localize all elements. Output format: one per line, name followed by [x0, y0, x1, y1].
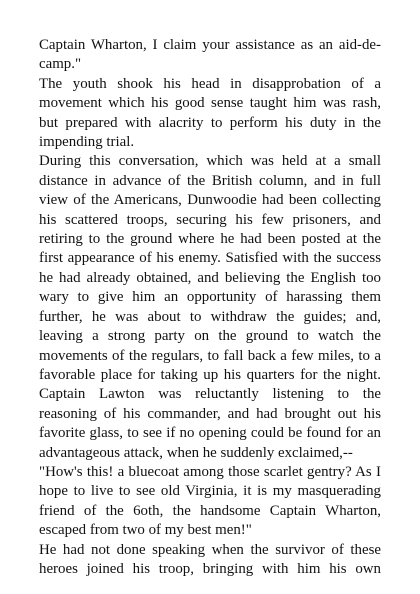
paragraph-aid-de-camp: Captain Wharton, I claim your assistance as an aid-de-camp." — [39, 37, 381, 73]
paragraph-dunwoodie-collecting: During this conversation, which was held at a small distance in advance of the British column, and in full view of the Americans, Dunwoodie had been collecting his scattered troops, securing his few prisoners, and retiring to the ground where he had been posted at the first appearance of his enemy. Satisfied with the success he had already obtained, and believing the English too wary to give him an opportunity of harassing them further, he was about to withdraw the guides; and, leaving a strong party on the ground to watch the movements of the regulars, to fall back a few miles, to a favorable place for taking up his quarters for the night. Captain Lawton was reluctantly listening to the reasoning of his commander, and had brought out his favorite glass, to see if no opening could be found for an advantageous attack, when he suddenly exclaimed,-- — [39, 153, 381, 461]
paragraph-lawton-exclaim: "How's this! a bluecoat among those scarlet gentry? As I hope to live to see old Virginia, it is my masquerading friend of the 6oth, the handsome Captain Wharton, escaped from two of my best men!" — [39, 463, 381, 539]
paragraph-survivor-joined: He had not done speaking when the survivor of these heroes joined his troop, bringing with him his own — [39, 541, 381, 577]
book-page — [39, 36, 381, 579]
paragraph-youth-shook-head: The youth shook his head in disapprobation of a movement which his good sense taught him was rash, but prepared with alacrity to perform his duty in the impending trial. — [39, 75, 381, 151]
